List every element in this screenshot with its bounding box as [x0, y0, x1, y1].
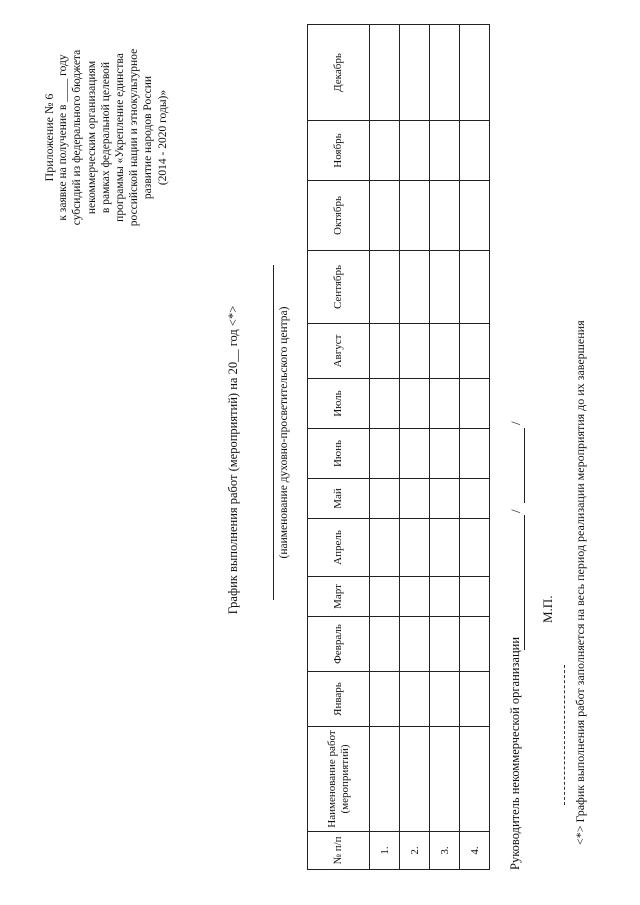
- appendix-line: субсидий из федерального бюджета: [71, 49, 84, 226]
- table-cell: [370, 379, 400, 429]
- column-header-month: Июль: [308, 379, 370, 429]
- table-cell: [400, 519, 430, 577]
- appendix-block: [42, 30, 170, 245]
- table-cell: [430, 379, 460, 429]
- table-cell: [460, 577, 490, 617]
- table-cell: [400, 617, 430, 672]
- table-cell: [370, 727, 400, 832]
- table-cell: [430, 181, 460, 251]
- table-cell: [400, 672, 430, 727]
- table-cell: [460, 25, 490, 121]
- signature-line: [524, 515, 525, 650]
- column-header-month: Март: [308, 577, 370, 617]
- table-cell: [460, 617, 490, 672]
- row-number: 3.: [430, 832, 460, 870]
- table-cell: [430, 672, 460, 727]
- table-cell: [430, 25, 460, 121]
- table-cell: [400, 727, 430, 832]
- appendix-line: (2014 - 2020 годы)»: [156, 89, 169, 186]
- table-cell: [430, 479, 460, 519]
- table-cell: [460, 121, 490, 181]
- table-cell: [460, 479, 490, 519]
- schedule-table: [307, 24, 490, 870]
- table-cell: [370, 25, 400, 121]
- column-header-number: № п/п: [308, 832, 370, 870]
- table-cell: [370, 479, 400, 519]
- appendix-line: некоммерческим организациям: [85, 60, 98, 215]
- table-cell: [400, 324, 430, 379]
- table-cell: [370, 577, 400, 617]
- table-row: [460, 25, 490, 870]
- center-name-caption: (наименование духовно-просветительского центра): [278, 306, 290, 559]
- table-cell: [430, 519, 460, 577]
- table-cell: [430, 121, 460, 181]
- row-number: 2.: [400, 832, 430, 870]
- table-cell: [430, 617, 460, 672]
- table-cell: [460, 727, 490, 832]
- table-row: [400, 25, 430, 870]
- table-cell: [460, 181, 490, 251]
- table-cell: [460, 379, 490, 429]
- signature-label: Руководитель некоммерческой организации: [508, 636, 522, 870]
- column-header-month: Октябрь: [308, 181, 370, 251]
- center-name-line: [273, 265, 274, 600]
- table-row: [430, 25, 460, 870]
- table-header-row: [308, 25, 370, 870]
- column-header-month: Август: [308, 324, 370, 379]
- column-header-month: Декабрь: [308, 25, 370, 121]
- appendix-line: к заявке на получение в ____ году: [57, 54, 70, 221]
- table-row: [370, 25, 400, 870]
- table-cell: [400, 251, 430, 324]
- table-cell: [370, 429, 400, 479]
- table-cell: [370, 181, 400, 251]
- table-cell: [460, 251, 490, 324]
- column-header-month: Апрель: [308, 519, 370, 577]
- table-cell: [400, 577, 430, 617]
- table-cell: [400, 121, 430, 181]
- table-cell: [400, 429, 430, 479]
- stamp-label: М.П.: [540, 595, 555, 623]
- column-header-month: Май: [308, 479, 370, 519]
- column-header-name: Наименование работ (мероприятий): [308, 727, 370, 832]
- table-cell: [460, 429, 490, 479]
- table-cell: [400, 379, 430, 429]
- table-cell: [370, 617, 400, 672]
- column-header-month: Ноябрь: [308, 121, 370, 181]
- appendix-line: развитие народов России: [142, 75, 155, 200]
- signature-separator: /: [508, 421, 523, 425]
- column-header-month: Февраль: [308, 617, 370, 672]
- footnote: <*> График выполнения работ заполняется на весь период реализации мероприятия до их завершения: [573, 320, 587, 845]
- appendix-line: программы «Укрепление единства: [114, 53, 127, 222]
- table-cell: [460, 672, 490, 727]
- table-cell: [370, 251, 400, 324]
- column-header-month: Январь: [308, 672, 370, 727]
- column-header-month: Июнь: [308, 429, 370, 479]
- table-cell: [370, 519, 400, 577]
- table-cell: [400, 25, 430, 121]
- table-cell: [370, 121, 400, 181]
- table-cell: [430, 251, 460, 324]
- appendix-line: в рамках федеральной целевой: [99, 61, 112, 214]
- table-cell: [460, 324, 490, 379]
- table-cell: [430, 577, 460, 617]
- signature-separator: /: [508, 509, 523, 513]
- row-number: 4.: [460, 832, 490, 870]
- row-number: 1.: [370, 832, 400, 870]
- appendix-title: Приложение № 6: [42, 93, 56, 182]
- table-cell: [460, 519, 490, 577]
- schedule-title: График выполнения работ (мероприятий) на 20__ год <*>: [226, 305, 240, 615]
- signature-name-line: [524, 428, 525, 503]
- table-cell: [430, 727, 460, 832]
- table-cell: [370, 324, 400, 379]
- table-cell: [430, 429, 460, 479]
- column-header-month: Сентябрь: [308, 251, 370, 324]
- table-cell: [430, 324, 460, 379]
- appendix-line: российской нации и этнокультурное: [128, 48, 141, 227]
- footnote-separator: [564, 665, 565, 805]
- table-cell: [370, 672, 400, 727]
- table-cell: [400, 181, 430, 251]
- table-cell: [400, 479, 430, 519]
